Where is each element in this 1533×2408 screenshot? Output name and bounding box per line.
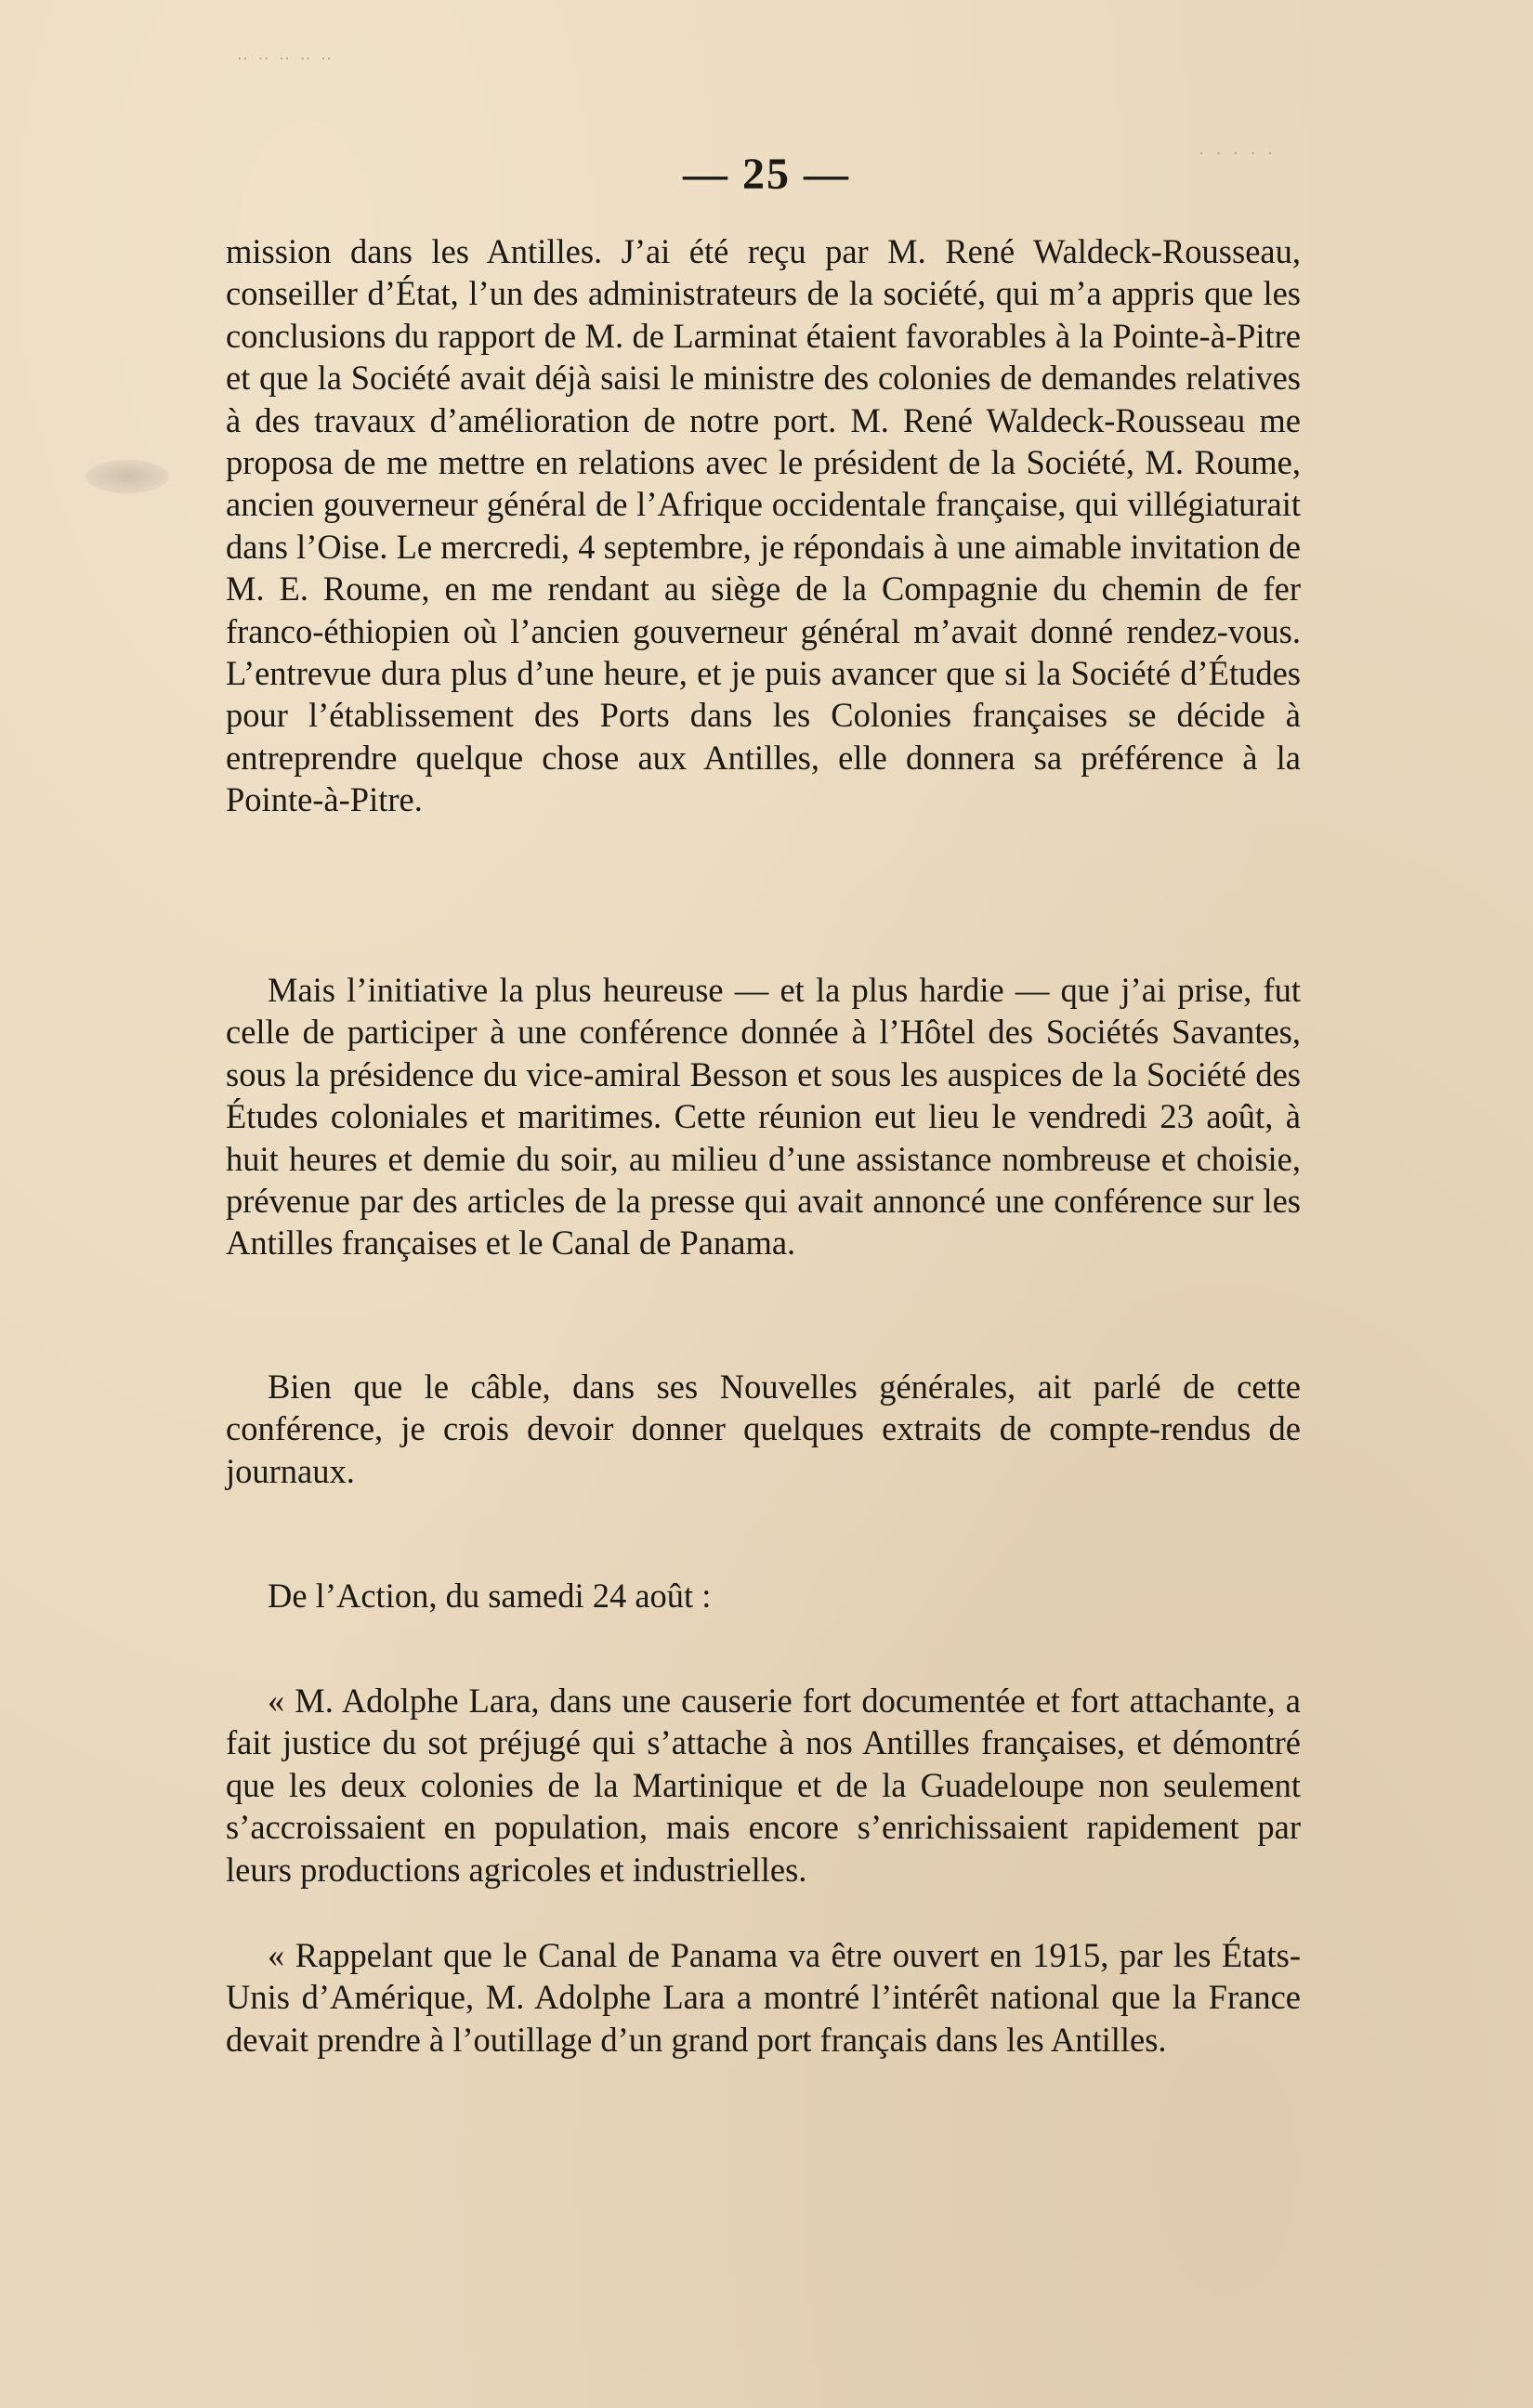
paragraph-text: mission dans les Antilles. J’ai été reçu par M. René Waldeck-Rousseau, conseiller d’État, l’un des administrateurs de la société, qui m’a appris que les conclusions du rapport de M. de Larminat étaient favorables à la Pointe-à-Pitre et que la Société avait déjà saisi le ministre des colonies de demandes relatives à des travaux d’amélioration de notre port. M. René Waldeck-Rousseau me proposa de me mettre en relations avec le président de la Société, M. Roume, ancien gouverneur général de l’Afrique occidentale française, qui villégiaturait dans l’Oise. Le mercredi, 4 septembre, je répondais à une aimable invitation de M. E. Roume, en me rendant au siège de la Compagnie du chemin de fer franco-éthiopien où l’ancien gouverneur général m’avait donné rendez-vous. L’entrevue dura plus d’une heure, et je puis avancer que si la Société d’Études pour l’établissement des Ports dans les Colonies françaises se décide à entreprendre quelque chose aux Antilles, elle donnera sa préférence à la Pointe-à-Pitre. [226,232,1301,819]
quote-paragraph-1 [226,1680,1301,1891]
quote-text: « Rappelant que le Canal de Panama va être ouvert en 1915, par les États-Unis d’Amérique, M. Adolphe Lara a montré l’intérêt national que la France devait prendre à l’outillage d’un grand port français dans les Antilles. [226,1936,1301,2059]
paragraph-text: Bien que le câble, dans ses Nouvelles générales, ait parlé de cette conférence, je crois devoir donner quelques extraits de compte-rendus de journaux. [226,1368,1301,1490]
page-number: — 25 — [683,150,850,199]
scan-mark-top: ‥ ‥ ‥ ‥ ‥ [237,45,335,63]
paragraph-continuation [226,230,1301,821]
scan-mark-top-right: · · · · · [1199,144,1277,163]
source-line-text: De l’Action, du samedi 24 août : [268,1577,712,1615]
quote-text: « M. Adolphe Lara, dans une causerie fort documentée et fort attachante, a fait justice du sot préjugé qui s’attache à nos Antilles françaises, et démontré que les deux colonies de la Martinique et de la Guadeloupe non seulement s’accroissaient en population, mais encore s’enrichissaient rapidement par leurs productions agricoles et industrielles. [226,1682,1301,1889]
paragraph-text: Mais l’initiative la plus heureuse — et la plus hardie — que j’ai prise, fut celle de participer à une conférence donnée à l’Hôtel des Sociétés Savantes, sous la présidence du vice-amiral Besson et sous les auspices de la Société des Études coloniales et maritimes. Cette réunion eut lieu le vendredi 23 août, à huit heures et demie du soir, au milieu d’une assistance nombreuse et choisie, prévenue par des articles de la presse qui avait annoncé une conférence sur les Antilles françaises et le Canal de Panama. [226,971,1301,1263]
paragraph-cable [226,1366,1301,1492]
scan-smudge [85,460,169,493]
source-heading [226,1575,1301,1616]
paragraph-initiative [226,969,1301,1264]
quote-paragraph-2 [226,1934,1301,2061]
